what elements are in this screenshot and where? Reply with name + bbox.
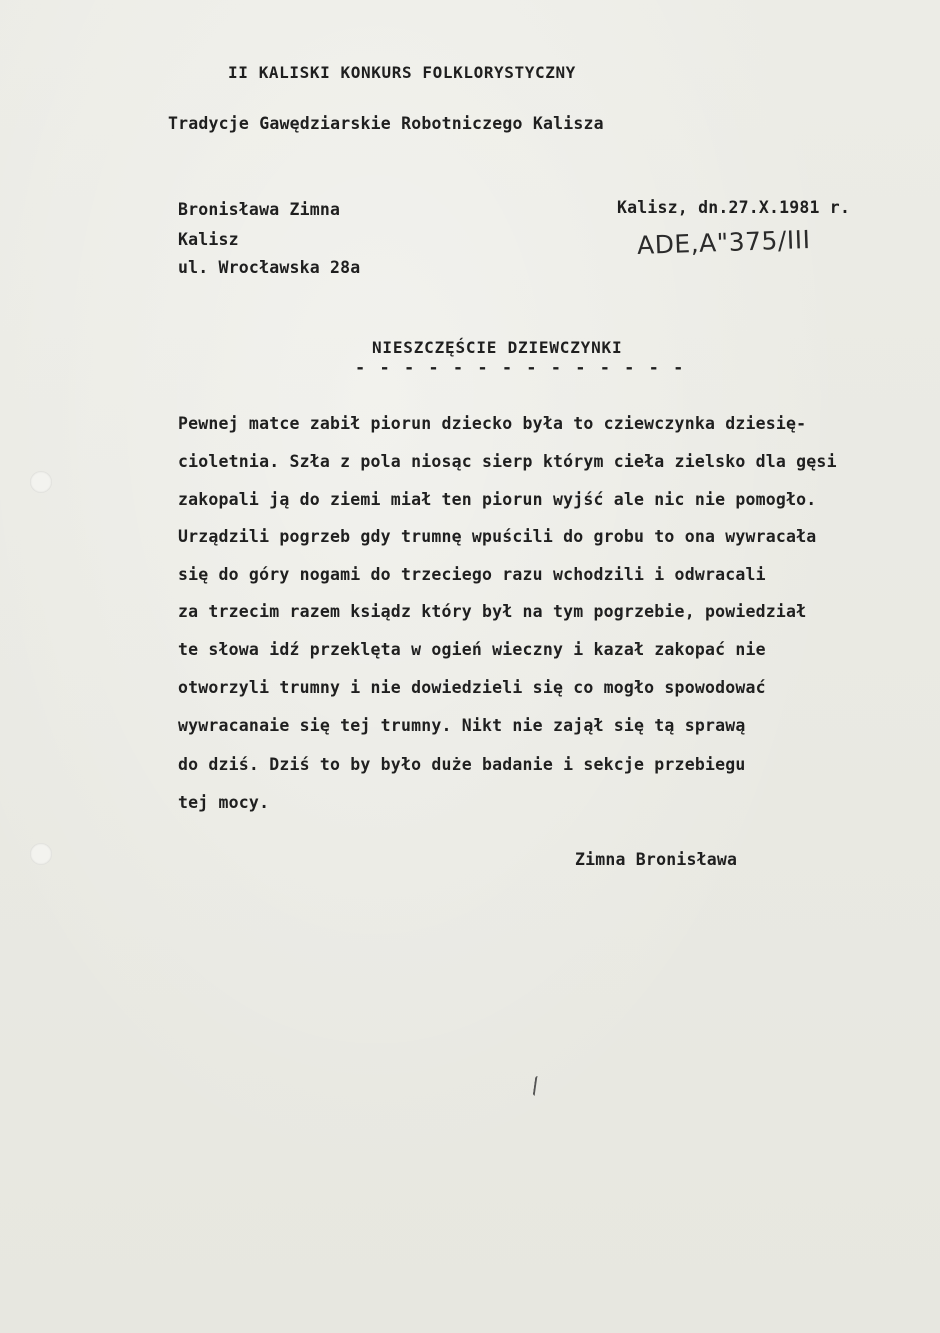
author-signature: Zimna Bronisława (575, 850, 738, 869)
competition-subtitle: Tradycje Gawędziarskie Robotniczego Kalisza (168, 114, 604, 133)
sender-street: ul. Wrocławska 28a (178, 258, 361, 277)
body-line: zakopali ją do ziemi miał ten piorun wyjść ale nic nie pomogło. (178, 490, 817, 509)
sender-city: Kalisz (178, 230, 239, 249)
sender-name: Bronisława Zimna (178, 200, 341, 219)
body-line: do dziś. Dziś to by było duże badanie i sekcje przebiegu (178, 755, 746, 774)
body-line: Urządzili pogrzeb gdy trumnę wpuścili do grobu to ona wywracała (178, 527, 817, 546)
body-line: otworzyli trumny i nie dowiedzieli się co mogło spowodować (178, 678, 766, 697)
punch-hole-top (30, 471, 52, 493)
title-underline: - - - - - - - - - - - - - - (355, 358, 686, 378)
punch-hole-bottom (30, 843, 52, 865)
body-line: Pewnej matce zabił piorun dziecko była to cziewczynka dziesię- (178, 414, 807, 433)
body-line: wywracanaie się tej trumny. Nikt nie zajął się tą sprawą (178, 716, 746, 735)
body-line: za trzecim razem ksiądz który był na tym pogrzebie, powiedział (178, 602, 807, 621)
body-line: te słowa idź przeklęta w ogień wieczny i kazał zakopać nie (178, 640, 766, 659)
competition-heading: II KALISKI KONKURS FOLKLORYSTYCZNY (228, 63, 576, 82)
archive-mark: ADE,A"375/III (636, 224, 811, 261)
story-title: NIESZCZĘŚCIE DZIEWCZYNKI (372, 338, 623, 357)
bleed-through-texture (210, 150, 890, 1050)
letter-date: Kalisz, dn.27.X.1981 r. (617, 198, 851, 217)
stray-mark (533, 1076, 541, 1097)
body-line: się do góry nogami do trzeciego razu wchodzili i odwracali (178, 565, 766, 584)
body-line: cioletnia. Szła z pola niosąc sierp którym cieła zielsko dla gęsi (178, 452, 837, 471)
body-line: tej mocy. (178, 793, 270, 812)
